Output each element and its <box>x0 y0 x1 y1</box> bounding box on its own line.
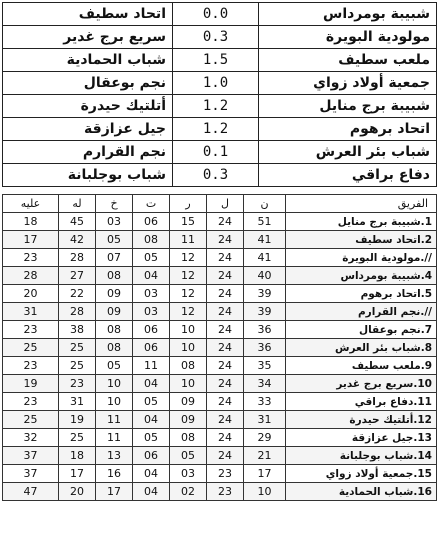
match-score: 1.2 <box>173 95 259 118</box>
cell-goals-against: 17 <box>3 231 59 249</box>
match-score: 0.1 <box>173 141 259 164</box>
cell-lost: 08 <box>96 267 133 285</box>
cell-goals-for: 25 <box>59 339 96 357</box>
cell-played: 24 <box>207 375 244 393</box>
cell-goals-against: 18 <box>3 213 59 231</box>
cell-drawn: 11 <box>133 357 170 375</box>
league-standings-table <box>2 194 437 501</box>
match-score: 0.0 <box>173 3 259 26</box>
standings-row <box>3 303 437 321</box>
cell-played: 24 <box>207 429 244 447</box>
home-team: مولودية البويرة <box>259 26 437 49</box>
match-score: 0.3 <box>173 164 259 187</box>
result-row <box>3 72 437 95</box>
cell-won: 05 <box>170 447 207 465</box>
cell-goals-against: 37 <box>3 465 59 483</box>
cell-lost: 09 <box>96 303 133 321</box>
home-team: اتحاد برهوم <box>259 118 437 141</box>
cell-played: 24 <box>207 303 244 321</box>
home-team: ملعب سطيف <box>259 49 437 72</box>
cell-lost: 13 <box>96 447 133 465</box>
away-team: نجم القرارم <box>3 141 173 164</box>
cell-played: 24 <box>207 231 244 249</box>
cell-played: 24 <box>207 393 244 411</box>
header-goals-for: له <box>59 195 96 213</box>
cell-points: 29 <box>244 429 286 447</box>
standings-header-row <box>3 195 437 213</box>
cell-team: 7.نجم بوعقال <box>286 321 437 339</box>
cell-team: 10.سريع برج غدير <box>286 375 437 393</box>
cell-team: //.مولودية البويرة <box>286 249 437 267</box>
cell-won: 03 <box>170 465 207 483</box>
header-drawn: ت <box>133 195 170 213</box>
cell-points: 33 <box>244 393 286 411</box>
away-team: أتلتيك حيدرة <box>3 95 173 118</box>
cell-team: 11.دفاع براقي <box>286 393 437 411</box>
cell-goals-against: 23 <box>3 357 59 375</box>
cell-goals-against: 47 <box>3 483 59 501</box>
cell-drawn: 04 <box>133 483 170 501</box>
cell-goals-for: 25 <box>59 429 96 447</box>
cell-drawn: 06 <box>133 321 170 339</box>
cell-won: 09 <box>170 393 207 411</box>
cell-won: 11 <box>170 231 207 249</box>
home-team: جمعية أولاد زواي <box>259 72 437 95</box>
cell-played: 24 <box>207 213 244 231</box>
cell-won: 12 <box>170 267 207 285</box>
cell-goals-against: 23 <box>3 249 59 267</box>
cell-goals-against: 37 <box>3 447 59 465</box>
cell-drawn: 05 <box>133 429 170 447</box>
cell-drawn: 03 <box>133 303 170 321</box>
cell-lost: 16 <box>96 465 133 483</box>
cell-lost: 09 <box>96 285 133 303</box>
standings-row <box>3 375 437 393</box>
cell-goals-for: 23 <box>59 375 96 393</box>
away-team: شباب بوجلبانة <box>3 164 173 187</box>
result-row <box>3 118 437 141</box>
standings-row <box>3 285 437 303</box>
away-team: اتحاد سطيف <box>3 3 173 26</box>
cell-won: 15 <box>170 213 207 231</box>
cell-won: 10 <box>170 339 207 357</box>
cell-goals-against: 25 <box>3 339 59 357</box>
away-team: جيل عزازقة <box>3 118 173 141</box>
cell-team: //.نجم القرارم <box>286 303 437 321</box>
cell-played: 24 <box>207 321 244 339</box>
standings-row <box>3 429 437 447</box>
cell-goals-for: 17 <box>59 465 96 483</box>
cell-played: 23 <box>207 483 244 501</box>
cell-drawn: 06 <box>133 447 170 465</box>
header-played: ل <box>207 195 244 213</box>
standings-row <box>3 231 437 249</box>
cell-team: 9.ملعب سطيف <box>286 357 437 375</box>
cell-lost: 08 <box>96 321 133 339</box>
result-row <box>3 26 437 49</box>
cell-goals-for: 25 <box>59 357 96 375</box>
cell-points: 36 <box>244 339 286 357</box>
cell-lost: 10 <box>96 375 133 393</box>
cell-team: 13.جيل عزازقة <box>286 429 437 447</box>
cell-points: 39 <box>244 303 286 321</box>
cell-played: 23 <box>207 465 244 483</box>
cell-drawn: 05 <box>133 249 170 267</box>
cell-goals-for: 45 <box>59 213 96 231</box>
cell-team: 14.شباب بوجلبانة <box>286 447 437 465</box>
result-row <box>3 141 437 164</box>
cell-won: 10 <box>170 321 207 339</box>
away-team: سريع برج غدير <box>3 26 173 49</box>
cell-team: 16.شباب الحمادية <box>286 483 437 501</box>
cell-drawn: 08 <box>133 231 170 249</box>
cell-drawn: 03 <box>133 285 170 303</box>
standings-body <box>3 213 437 501</box>
header-team: الفريق <box>286 195 437 213</box>
cell-points: 51 <box>244 213 286 231</box>
cell-lost: 11 <box>96 429 133 447</box>
home-team: شباب بئر العرش <box>259 141 437 164</box>
header-won: ر <box>170 195 207 213</box>
cell-points: 41 <box>244 249 286 267</box>
cell-goals-for: 22 <box>59 285 96 303</box>
cell-team: 15.جمعية أولاد زواي <box>286 465 437 483</box>
cell-goals-against: 23 <box>3 321 59 339</box>
match-score: 0.3 <box>173 26 259 49</box>
standings-row <box>3 447 437 465</box>
cell-team: 2.اتحاد سطيف <box>286 231 437 249</box>
cell-points: 21 <box>244 447 286 465</box>
match-score: 1.2 <box>173 118 259 141</box>
cell-lost: 05 <box>96 231 133 249</box>
header-points: ن <box>244 195 286 213</box>
cell-goals-for: 31 <box>59 393 96 411</box>
away-team: نجم بوعقال <box>3 72 173 95</box>
cell-won: 09 <box>170 411 207 429</box>
cell-goals-for: 38 <box>59 321 96 339</box>
cell-goals-for: 27 <box>59 267 96 285</box>
cell-goals-for: 28 <box>59 249 96 267</box>
cell-drawn: 04 <box>133 267 170 285</box>
cell-lost: 17 <box>96 483 133 501</box>
cell-goals-against: 31 <box>3 303 59 321</box>
cell-won: 12 <box>170 285 207 303</box>
standings-row <box>3 483 437 501</box>
cell-goals-for: 20 <box>59 483 96 501</box>
cell-played: 24 <box>207 339 244 357</box>
away-team: شباب الحمادية <box>3 49 173 72</box>
cell-goals-for: 28 <box>59 303 96 321</box>
cell-points: 41 <box>244 231 286 249</box>
cell-goals-against: 32 <box>3 429 59 447</box>
cell-points: 39 <box>244 285 286 303</box>
cell-played: 24 <box>207 285 244 303</box>
match-results-table <box>2 2 437 187</box>
result-row <box>3 164 437 187</box>
cell-points: 34 <box>244 375 286 393</box>
cell-drawn: 04 <box>133 465 170 483</box>
cell-lost: 05 <box>96 357 133 375</box>
home-team: دفاع براقي <box>259 164 437 187</box>
cell-lost: 08 <box>96 339 133 357</box>
standings-row <box>3 357 437 375</box>
cell-drawn: 05 <box>133 393 170 411</box>
standings-row <box>3 213 437 231</box>
cell-drawn: 04 <box>133 411 170 429</box>
result-row <box>3 3 437 26</box>
cell-team: 5.اتحاد برهوم <box>286 285 437 303</box>
cell-goals-against: 28 <box>3 267 59 285</box>
cell-points: 10 <box>244 483 286 501</box>
cell-goals-for: 42 <box>59 231 96 249</box>
cell-goals-for: 19 <box>59 411 96 429</box>
header-goals-against: عليه <box>3 195 59 213</box>
cell-played: 24 <box>207 267 244 285</box>
cell-goals-against: 23 <box>3 393 59 411</box>
result-row <box>3 95 437 118</box>
standings-row <box>3 411 437 429</box>
home-team: شبيبة بومرداس <box>259 3 437 26</box>
standings-row <box>3 339 437 357</box>
cell-goals-for: 18 <box>59 447 96 465</box>
standings-row <box>3 267 437 285</box>
cell-won: 10 <box>170 375 207 393</box>
standings-row <box>3 393 437 411</box>
cell-goals-against: 20 <box>3 285 59 303</box>
cell-played: 24 <box>207 447 244 465</box>
header-lost: خ <box>96 195 133 213</box>
cell-points: 31 <box>244 411 286 429</box>
cell-drawn: 06 <box>133 339 170 357</box>
cell-goals-against: 25 <box>3 411 59 429</box>
cell-points: 35 <box>244 357 286 375</box>
cell-won: 12 <box>170 249 207 267</box>
cell-team: 8.شباب بئر العرش <box>286 339 437 357</box>
match-score: 1.0 <box>173 72 259 95</box>
cell-lost: 10 <box>96 393 133 411</box>
cell-drawn: 06 <box>133 213 170 231</box>
cell-goals-against: 19 <box>3 375 59 393</box>
standings-row <box>3 465 437 483</box>
cell-played: 24 <box>207 411 244 429</box>
cell-won: 02 <box>170 483 207 501</box>
match-score: 1.5 <box>173 49 259 72</box>
cell-points: 17 <box>244 465 286 483</box>
cell-played: 24 <box>207 357 244 375</box>
cell-lost: 11 <box>96 411 133 429</box>
match-results-body <box>3 3 437 187</box>
cell-played: 24 <box>207 249 244 267</box>
cell-team: 1.شبيبة برج منايل <box>286 213 437 231</box>
cell-team: 4.شبيبة بومرداس <box>286 267 437 285</box>
cell-won: 08 <box>170 429 207 447</box>
cell-lost: 03 <box>96 213 133 231</box>
standings-row <box>3 321 437 339</box>
home-team: شبيبة برج منايل <box>259 95 437 118</box>
cell-won: 08 <box>170 357 207 375</box>
cell-won: 12 <box>170 303 207 321</box>
cell-points: 40 <box>244 267 286 285</box>
cell-points: 36 <box>244 321 286 339</box>
cell-drawn: 04 <box>133 375 170 393</box>
cell-team: 12.أتلتيك حيدرة <box>286 411 437 429</box>
standings-row <box>3 249 437 267</box>
cell-lost: 07 <box>96 249 133 267</box>
result-row <box>3 49 437 72</box>
